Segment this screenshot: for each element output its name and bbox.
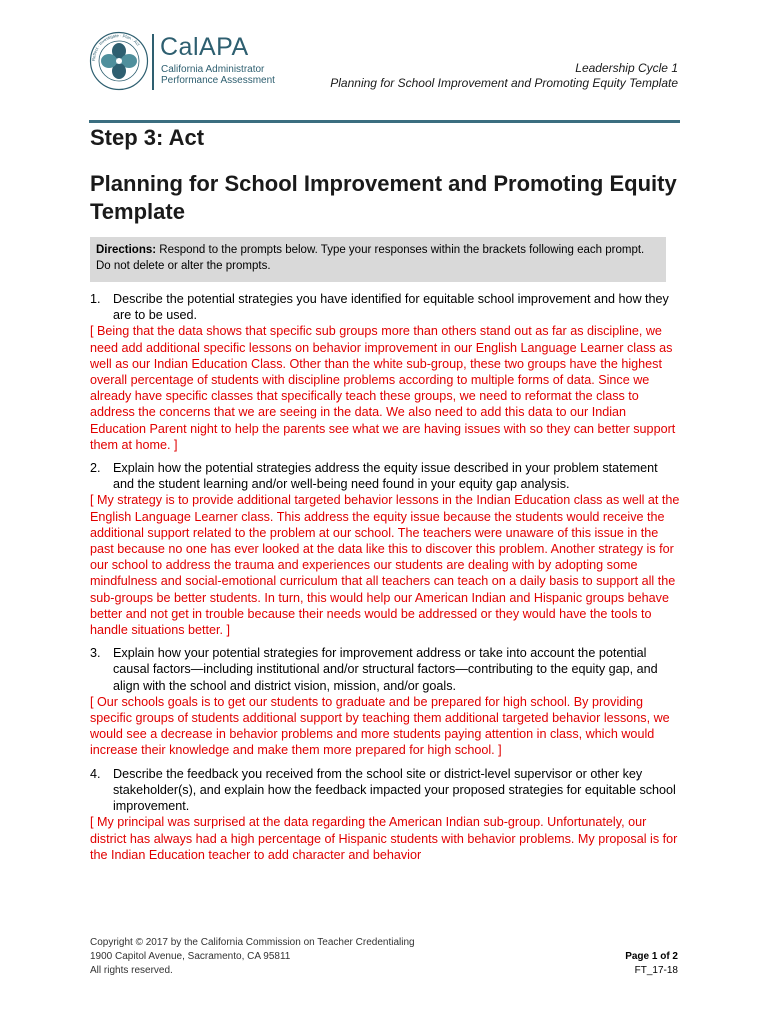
prompt-response[interactable]: [ Our schools goals is to get our students to graduate and be prepared for high school. By providing specific groups of students additional support by teaching them additional targeted behavior lessons, we would see a decrease in behavior problems and more students paying attention in class, which would increase their knowledge and make them more prepared for high school. ] xyxy=(90,694,670,758)
footer-copyright: Copyright © 2017 by the California Commission on Teacher Credentialing xyxy=(90,937,415,948)
prompt-question-text: Describe the feedback you received from the school site or district-level supervisor or other key stakeholder(s), and explain how the feedback impacted your proposed strategies for equitable school improvement. xyxy=(113,766,676,814)
directions-label: Directions: xyxy=(96,244,157,256)
calapa-logo xyxy=(89,31,279,95)
header-template-name: Planning for School Improvement and Promoting Equity Template xyxy=(330,76,678,90)
prompt-response[interactable]: [ Being that the data shows that specific sub groups more than others stand out as far as discipline, we need add additional specific lessons on behavior improvement in our English Language Learner class as well as our Indian Education Class. Other than the white sub-group, these two groups have the highest overall percentage of students with discipline problems according to multiple forms of data. Since we already have specific classes that specifically teach these groups, we need to reformat the class to address the concerns that we are seeing in the data. We also need to add this data to our Indian Education Parent night to help the parents see what we are having issues with so they can better support them at home. ] xyxy=(90,324,676,452)
prompt-number: 3. xyxy=(90,646,101,661)
footer-rights: All rights reserved. xyxy=(90,965,173,976)
prompt-number: 2. xyxy=(90,461,101,476)
prompt-response[interactable]: [ My strategy is to provide additional targeted behavior lessons in the Indian Education class as well at the English Language Learner class. This address the equity issue because the students would receive the additional support related to the problem at our school. The teachers were unaware of this issue in the past because no one has ever looked at the data like this to discover this problem. Another strategy is for our school to address the trauma and experiences our students are dealing with by adopting some mindfulness and social-emotional curriculum that all teachers can teach on a daily basis to support all the sub-groups be better students. In turn, this would help our American Indian and Hispanic groups behave better and not get in trouble because their needs would be addressed or they would have the tools to handle situations better. ] xyxy=(90,493,680,638)
prompt-number: 1. xyxy=(90,292,101,306)
header-cycle: Leadership Cycle 1 xyxy=(575,61,678,75)
prompt-item xyxy=(90,291,682,453)
prompt-item xyxy=(90,645,682,758)
directions-text: Respond to the prompts below. Type your responses within the brackets following each prompt. Do not delete or alter the prompts. xyxy=(96,244,645,272)
footer-address: 1900 Capitol Avenue, Sacramento, CA 95811 xyxy=(90,951,291,962)
prompt-question xyxy=(90,766,682,815)
prompt-number: 4. xyxy=(90,766,101,781)
header-rule xyxy=(89,120,680,123)
prompt-item xyxy=(90,766,682,863)
logo-divider xyxy=(152,34,154,90)
prompt-question xyxy=(90,460,682,492)
prompt-response[interactable]: [ My principal was surprised at the data regarding the American Indian sub-group. Unfortunately, our district has always had a high percentage of Hispanic students with behavior problems. My proposal is for the Indian Education teacher to add character and behavior xyxy=(90,815,678,862)
logo-subtitle-line2: Performance Assessment xyxy=(161,74,275,86)
page-number: Page 1 of 2 xyxy=(625,951,678,962)
prompt-question-text: Explain how your potential strategies for improvement address or take into account the potential causal factors—including institutional and/or structural factors—contributing to the equity gap, and align with the school and district vision, mission, and/or goals. xyxy=(113,646,658,693)
running-header xyxy=(330,61,678,91)
prompt-list xyxy=(90,291,682,870)
step-title: Step 3: Act xyxy=(90,125,205,150)
directions-box xyxy=(90,237,666,282)
logo-subtitle-line1: California Administrator xyxy=(161,64,265,75)
logo-name: CalAPA xyxy=(160,33,249,61)
footer-page-info xyxy=(625,950,678,978)
prompt-question xyxy=(90,645,682,694)
seal-text: Reflect · Investigate · Plan · Act xyxy=(90,32,141,62)
calapa-seal-icon xyxy=(89,31,149,91)
prompt-item xyxy=(90,460,682,638)
prompt-question-text: Explain how the potential strategies address the equity issue described in your problem statement and the student learning and/or well-being need found in your equity gap analysis. xyxy=(113,461,658,492)
prompt-question xyxy=(90,291,682,323)
footer-copyright-block xyxy=(90,936,415,978)
logo-subtitle xyxy=(161,65,275,86)
prompt-question-text: Describe the potential strategies you have identified for equitable school improvement and how they are to be used. xyxy=(113,292,669,323)
form-code: FT_17-18 xyxy=(634,965,678,976)
page-title: Planning for School Improvement and Promoting Equity Template xyxy=(90,171,677,224)
